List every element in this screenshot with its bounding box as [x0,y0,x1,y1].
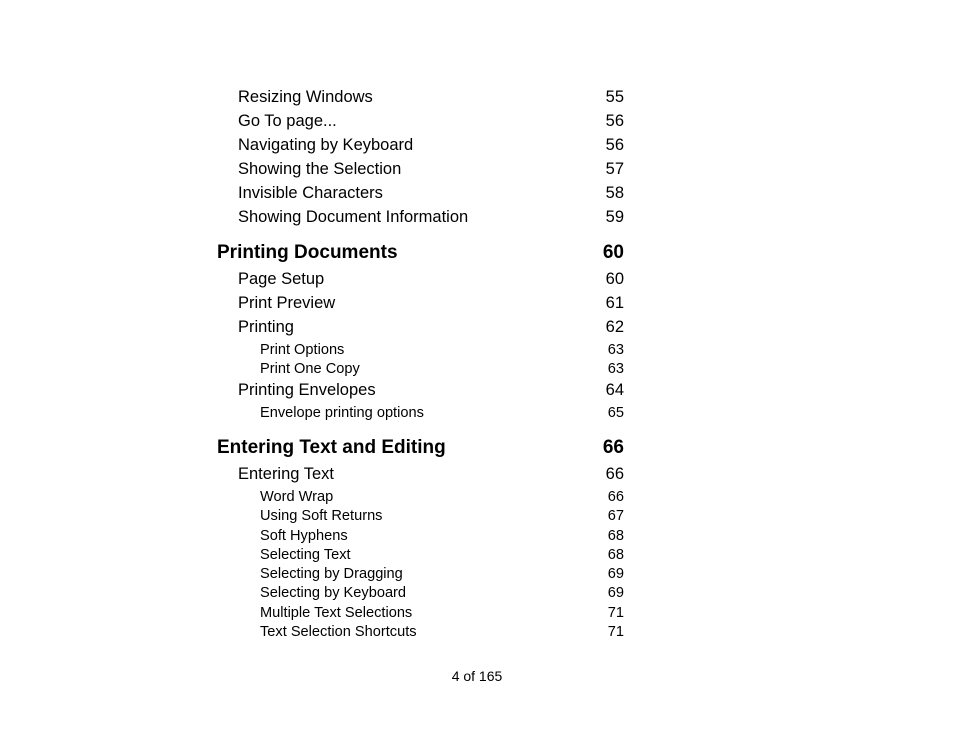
toc-subentry-page: 69 [607,585,624,601]
toc-subentry-page: 68 [607,528,624,544]
toc-subentry-title: Selecting by Dragging [260,566,403,582]
toc-subentry-page: 65 [607,405,624,421]
page-indicator: 4 of 165 [451,668,503,684]
toc-entry-page: 66 [605,465,624,483]
toc-entry-page: 57 [605,160,624,178]
toc-entry-page: 62 [605,318,624,336]
toc-entry-title: Entering Text [238,465,335,483]
toc-subentry-title: Selecting Text [260,547,351,563]
toc-entry-title: Print Preview [238,294,336,312]
toc-subentry-title: Multiple Text Selections [260,605,413,621]
toc-entry-title: Showing Document Information [238,208,469,226]
toc-subentry-title: Print One Copy [260,361,360,377]
toc-section-page: 66 [602,437,624,458]
toc-subentry-title: Envelope printing options [260,405,424,421]
toc-entry-title: Navigating by Keyboard [238,136,414,154]
toc-entry-page: 58 [605,184,624,202]
toc-subentry-page: 63 [607,342,624,358]
toc-section-title: Printing Documents [217,242,398,263]
toc-subentry-title: Word Wrap [260,489,334,505]
toc-subentry-page: 67 [607,508,624,524]
toc-subentry-title: Text Selection Shortcuts [260,624,417,640]
toc-entry-title: Page Setup [238,270,325,288]
toc-subentry-title: Using Soft Returns [260,508,383,524]
toc-subentry-title: Selecting by Keyboard [260,585,407,601]
toc-entry-title: Resizing Windows [238,88,373,106]
toc-entry-page: 60 [605,270,624,288]
toc-subentry-page: 66 [607,489,624,505]
toc-subentry-page: 69 [607,566,624,582]
toc-entry-page: 56 [605,136,624,154]
toc-subentry-title: Print Options [260,342,345,358]
toc-entry-page: 61 [605,294,624,312]
toc-entry-page: 56 [605,112,624,130]
toc-section-page: 60 [602,242,624,263]
toc-subentry-page: 63 [607,361,624,377]
toc-entry-title: Go To page... [238,112,337,130]
toc-subentry-page: 68 [607,547,624,563]
toc-entry-title: Printing Envelopes [238,381,376,399]
toc-subentry-title: Soft Hyphens [260,528,348,544]
toc-section-title: Entering Text and Editing [217,437,446,458]
toc-entry-title: Printing [238,318,294,336]
toc-subentry-page: 71 [607,624,624,640]
toc-subentry-page: 71 [607,605,624,621]
toc-entry-title: Showing the Selection [238,160,402,178]
toc-entry-page: 59 [605,208,624,226]
toc-entry-page: 55 [605,88,624,106]
toc-entry-title: Invisible Characters [238,184,383,202]
toc-entry-page: 64 [605,381,624,399]
